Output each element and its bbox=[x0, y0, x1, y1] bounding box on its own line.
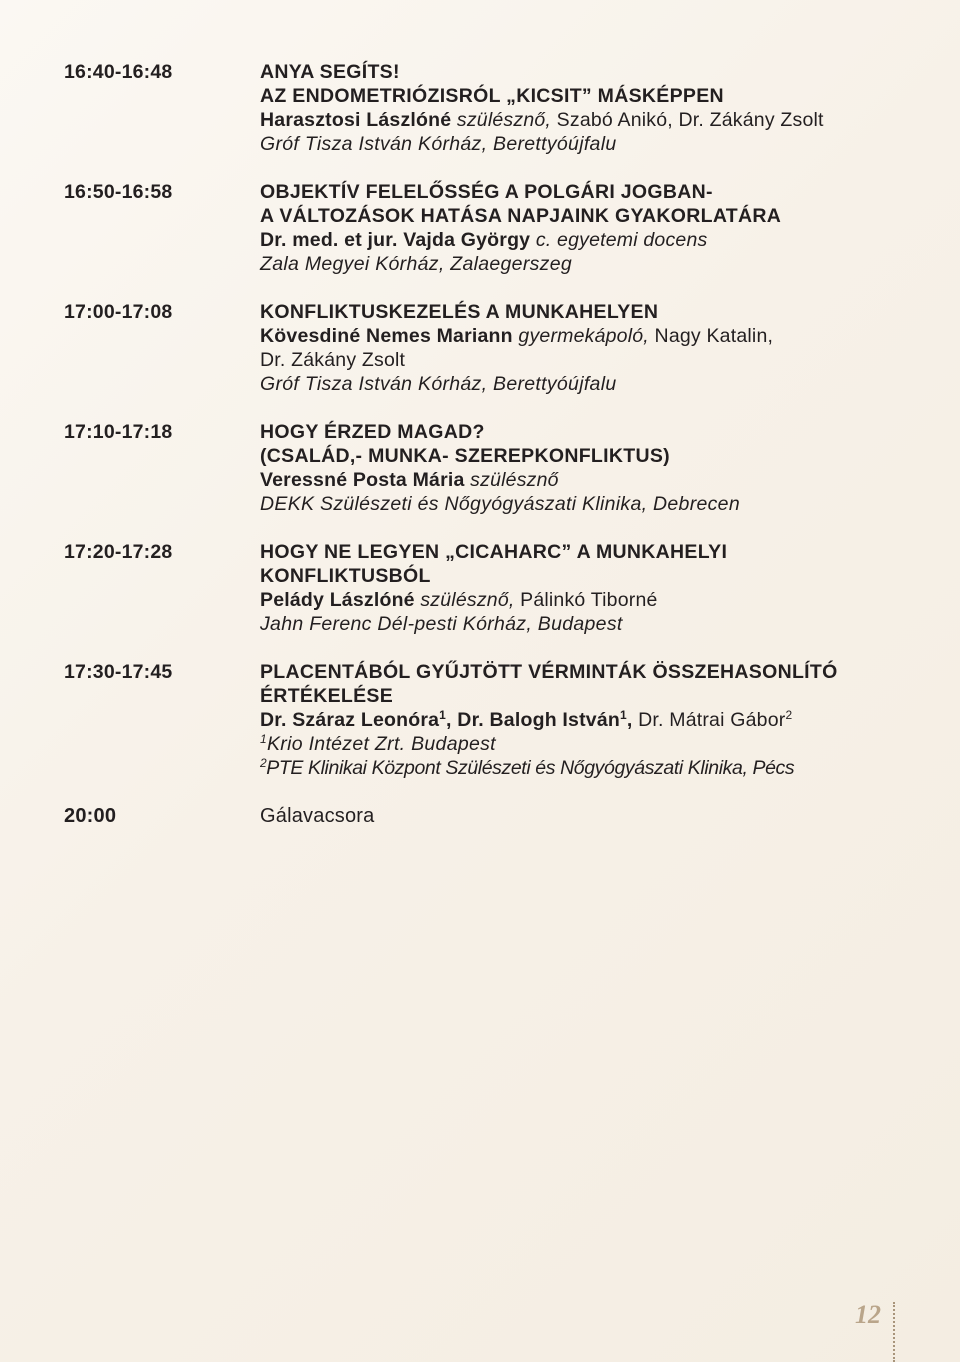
schedule-entry bbox=[64, 660, 924, 780]
affiliation-marker: 1 bbox=[260, 732, 267, 746]
speaker-line: Dr. Zákány Zsolt bbox=[260, 349, 406, 371]
schedule-entry bbox=[64, 60, 924, 156]
speaker-role: szülésznő, bbox=[420, 589, 515, 611]
entry-content bbox=[260, 660, 924, 780]
talk-title: KONFLIKTUSBÓL bbox=[260, 565, 431, 587]
schedule-entry bbox=[64, 420, 924, 516]
speaker-name: Pelády Lászlóné bbox=[260, 589, 415, 611]
entry-content bbox=[260, 804, 924, 828]
time-slot: 17:30-17:45 bbox=[64, 661, 173, 683]
institution: Zala Megyei Kórház, Zalaegerszeg bbox=[260, 253, 573, 275]
institution: Gróf Tisza István Kórház, Berettyóújfalu bbox=[260, 373, 617, 395]
page-divider bbox=[893, 1302, 895, 1362]
time-slot: 16:50-16:58 bbox=[64, 181, 173, 203]
affiliation-text: PTE Klinikai Központ Szülészeti és Nőgyógyászati Klinika, Pécs bbox=[266, 757, 795, 779]
institution: Gróf Tisza István Kórház, Berettyóújfalu bbox=[260, 133, 617, 155]
time-slot: 17:20-17:28 bbox=[64, 541, 173, 563]
talk-title: AZ ENDOMETRIÓZISRÓL „KICSIT” MÁSKÉPPEN bbox=[260, 85, 724, 107]
talk-title: PLACENTÁBÓL GYŰJTÖTT VÉRMINTÁK ÖSSZEHASONLÍTÓ bbox=[260, 661, 838, 683]
talk-title: HOGY ÉRZED MAGAD? bbox=[260, 421, 485, 443]
speaker-role: szülésznő bbox=[470, 469, 559, 491]
speaker-name: Dr. Mátrai Gábor bbox=[638, 709, 786, 731]
talk-title: OBJEKTÍV FELELŐSSÉG A POLGÁRI JOGBAN- bbox=[260, 181, 713, 203]
institution bbox=[260, 732, 924, 756]
speaker-line bbox=[260, 468, 924, 492]
co-speakers: Nagy Katalin, bbox=[648, 325, 774, 347]
affiliation-marker: 1 bbox=[619, 708, 627, 722]
affiliation-text: Krio Intézet Zrt. Budapest bbox=[266, 733, 496, 755]
speaker-line bbox=[260, 228, 924, 252]
time-slot: 17:10-17:18 bbox=[64, 421, 173, 443]
entry-content bbox=[260, 420, 924, 516]
speaker-name: Kövesdiné Nemes Mariann bbox=[260, 325, 513, 347]
entry-content bbox=[260, 180, 924, 276]
institution: DEKK Szülészeti és Nőgyógyászati Klinika, Debrecen bbox=[260, 493, 740, 515]
talk-title: ÉRTÉKELÉSE bbox=[260, 685, 394, 707]
speaker-name: Dr. med. et jur. Vajda György bbox=[260, 229, 531, 251]
schedule-entry bbox=[64, 300, 924, 396]
schedule-entry bbox=[64, 540, 924, 636]
affiliation-marker: 1 bbox=[439, 708, 447, 722]
dinner-label: Gálavacsora bbox=[260, 805, 375, 827]
speaker-name: Harasztosi Lászlóné bbox=[260, 109, 452, 131]
page-number: 12 bbox=[855, 1300, 881, 1329]
speaker-line: Dr. Száraz Leonóra$^1$, Dr. Balogh István$^1$, Dr. Mátrai Gábor$^2$ bbox=[260, 708, 793, 731]
program-schedule bbox=[64, 60, 924, 852]
time-slot: 20:00 bbox=[64, 805, 117, 827]
affiliation-marker: 2 bbox=[785, 708, 793, 722]
affiliation-marker: 2 bbox=[260, 756, 267, 770]
speaker-name: Dr. Balogh István bbox=[457, 709, 620, 731]
talk-title: (CSALÁD,- MUNKA- SZEREPKONFLIKTUS) bbox=[260, 445, 670, 467]
speaker-name: Dr. Száraz Leonóra bbox=[260, 709, 440, 731]
speaker-role: c. egyetemi docens bbox=[535, 229, 708, 251]
entry-content bbox=[260, 60, 924, 156]
entry-content bbox=[260, 540, 924, 636]
time-slot: 16:40-16:48 bbox=[64, 61, 173, 83]
co-speakers: Pálinkó Tiborné bbox=[514, 589, 658, 611]
talk-title: KONFLIKTUSKEZELÉS A MUNKAHELYEN bbox=[260, 301, 659, 323]
talk-title: A VÁLTOZÁSOK HATÁSA NAPJAINK GYAKORLATÁRA bbox=[260, 205, 782, 227]
time-slot: 17:00-17:08 bbox=[64, 301, 173, 323]
schedule-entry bbox=[64, 180, 924, 276]
entry-content bbox=[260, 300, 924, 396]
institution: Jahn Ferenc Dél-pesti Kórház, Budapest bbox=[260, 613, 623, 635]
institution bbox=[260, 756, 924, 780]
co-speakers: Szabó Anikó, Dr. Zákány Zsolt bbox=[551, 109, 824, 131]
speaker-line bbox=[260, 108, 924, 132]
talk-title: HOGY NE LEGYEN „CICAHARC” A MUNKAHELYI bbox=[260, 541, 728, 563]
speaker-role: gyermekápoló, bbox=[518, 325, 649, 347]
speaker-line bbox=[260, 588, 924, 612]
talk-title: ANYA SEGÍTS! bbox=[260, 61, 400, 83]
speaker-role: szülésznő, bbox=[456, 109, 552, 131]
speaker-name: Veressné Posta Mária bbox=[260, 469, 465, 491]
speaker-line bbox=[260, 324, 924, 348]
dinner-entry bbox=[64, 804, 924, 828]
